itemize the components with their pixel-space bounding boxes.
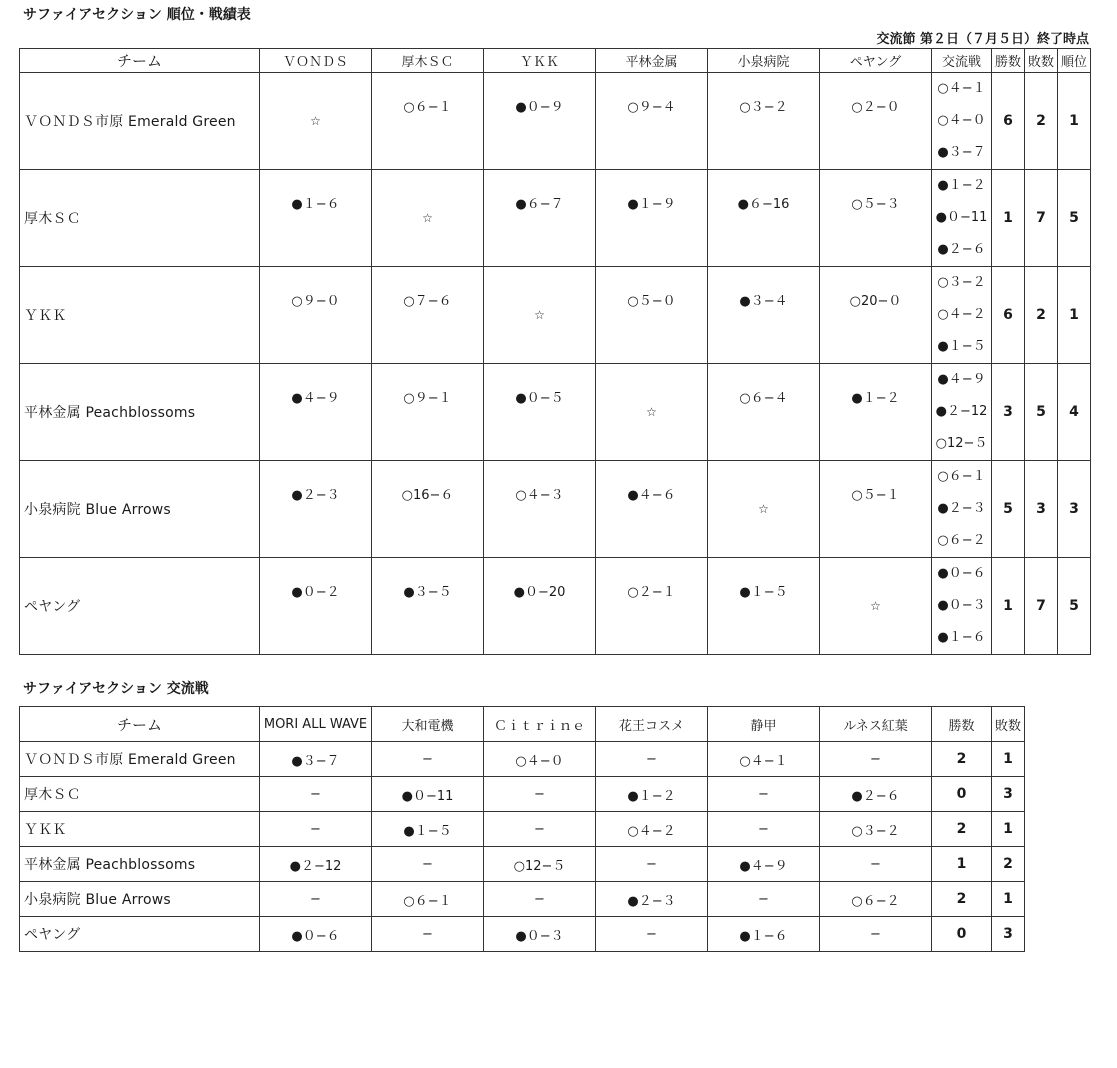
- result-cell: ●０−11: [372, 777, 484, 812]
- result-cell: [708, 267, 820, 364]
- losses-cell: 7: [1025, 558, 1058, 655]
- table-row: [20, 917, 1025, 952]
- interleague-title: サファイアセクション 交流戦: [23, 681, 209, 697]
- interleague-cell: [932, 364, 992, 461]
- result-score: ●１−５: [739, 584, 788, 600]
- result-score: ○５−３: [851, 196, 900, 212]
- result-cell: −: [708, 812, 820, 847]
- result-cell: [820, 170, 932, 267]
- interleague-result: ●０−３: [937, 598, 986, 613]
- result-cell: −: [260, 882, 372, 917]
- result-cell: −: [260, 812, 372, 847]
- losses-cell: 1: [992, 812, 1025, 847]
- result-score: ○５−０: [627, 293, 676, 309]
- result-cell: [484, 267, 596, 364]
- result-cell: −: [596, 917, 708, 952]
- result-cell: ○４−２: [596, 812, 708, 847]
- rank-cell: 4: [1058, 364, 1091, 461]
- header-opponent: 花王コスメ: [596, 707, 708, 742]
- result-cell: −: [484, 777, 596, 812]
- result-score: ○２−０: [851, 99, 900, 115]
- table-row: [20, 73, 1091, 170]
- result-score: ●０−５: [515, 390, 564, 406]
- result-cell: ●２−６: [820, 777, 932, 812]
- wins-cell: 0: [932, 917, 992, 952]
- result-cell: ○６−１: [372, 882, 484, 917]
- result-score: ○７−６: [403, 293, 452, 309]
- result-cell: ●３−７: [260, 742, 372, 777]
- wins-cell: 1: [992, 558, 1025, 655]
- header-interleague: 交流戦: [932, 49, 992, 73]
- interleague-result: ○４−１: [937, 81, 986, 96]
- team-name-cell: ＶＯＮＤＳ市原 Emerald Green: [20, 742, 260, 777]
- result-score: ●１−９: [627, 196, 676, 212]
- team-name-cell: ＹＫＫ: [20, 267, 260, 364]
- losses-cell: 3: [992, 917, 1025, 952]
- standings-timestamp: 交流節 第２日（７月５日）終了時点: [876, 32, 1089, 47]
- interleague-result: ●１−５: [937, 339, 986, 354]
- self-match-star: ☆: [534, 307, 545, 322]
- table-row: [20, 812, 1025, 847]
- result-cell: ○４−１: [708, 742, 820, 777]
- interleague-result: ●３−７: [937, 145, 986, 160]
- result-score: ○５−１: [851, 487, 900, 503]
- result-cell: [260, 558, 372, 655]
- team-name-cell: ＶＯＮＤＳ市原 Emerald Green: [20, 73, 260, 170]
- result-cell: [708, 461, 820, 558]
- interleague-result: ●１−６: [937, 630, 986, 645]
- result-score: ○６−４: [739, 390, 788, 406]
- interleague-result: ○４−２: [937, 307, 986, 322]
- result-cell: −: [708, 777, 820, 812]
- result-cell: [596, 73, 708, 170]
- result-cell: [596, 558, 708, 655]
- result-cell: ●４−９: [708, 847, 820, 882]
- result-score: ○20−０: [849, 293, 902, 309]
- result-cell: −: [708, 882, 820, 917]
- result-cell: ○３−２: [820, 812, 932, 847]
- interleague-cell: [932, 267, 992, 364]
- interleague-result: ○12−５: [935, 436, 988, 451]
- result-score: ●６−16: [737, 196, 790, 212]
- result-cell: [708, 558, 820, 655]
- header-opponent: 平林金属: [596, 49, 708, 73]
- header-opponent: ペヤング: [820, 49, 932, 73]
- result-score: ●０−９: [515, 99, 564, 115]
- result-cell: [820, 364, 932, 461]
- result-cell: ○６−２: [820, 882, 932, 917]
- interleague-cell: [932, 461, 992, 558]
- interleague-header-row: [20, 707, 1025, 742]
- interleague-cell: [932, 558, 992, 655]
- result-score: ●１−２: [851, 390, 900, 406]
- result-cell: [484, 73, 596, 170]
- self-match-star: ☆: [310, 113, 321, 128]
- interleague-result: ●１−２: [937, 178, 986, 193]
- table-row: [20, 170, 1091, 267]
- team-name-cell: 小泉病院 Blue Arrows: [20, 461, 260, 558]
- result-score: ●２−３: [291, 487, 340, 503]
- table-row: [20, 847, 1025, 882]
- header-opponent: ＶＯＮＤＳ: [260, 49, 372, 73]
- interleague-result: ○６−１: [937, 469, 986, 484]
- result-cell: −: [372, 742, 484, 777]
- team-name-cell: ペヤング: [20, 917, 260, 952]
- table-row: [20, 777, 1025, 812]
- result-score: ●６−７: [515, 196, 564, 212]
- self-match-star: ☆: [758, 501, 769, 516]
- header-losses: 敗数: [1025, 49, 1058, 73]
- interleague-result: ○６−２: [937, 533, 986, 548]
- header-team: チーム: [20, 707, 260, 742]
- result-cell: [708, 73, 820, 170]
- header-wins: 勝数: [992, 49, 1025, 73]
- result-cell: [260, 170, 372, 267]
- result-cell: ●２−12: [260, 847, 372, 882]
- result-cell: [372, 73, 484, 170]
- result-cell: ○12−５: [484, 847, 596, 882]
- header-opponent: 静甲: [708, 707, 820, 742]
- table-row: [20, 742, 1025, 777]
- interleague-cell: [932, 170, 992, 267]
- result-cell: −: [596, 742, 708, 777]
- rank-cell: 5: [1058, 170, 1091, 267]
- self-match-star: ☆: [870, 598, 881, 613]
- interleague-result: ●２−６: [937, 242, 986, 257]
- result-cell: [372, 170, 484, 267]
- rank-cell: 3: [1058, 461, 1091, 558]
- result-cell: [260, 461, 372, 558]
- table-row: [20, 364, 1091, 461]
- team-name-cell: 平林金属 Peachblossoms: [20, 364, 260, 461]
- wins-cell: 1: [992, 170, 1025, 267]
- wins-cell: 2: [932, 882, 992, 917]
- result-cell: −: [484, 882, 596, 917]
- result-score: ○３−２: [739, 99, 788, 115]
- standings-table: [19, 48, 1091, 655]
- interleague-table: [19, 706, 1025, 952]
- header-opponent: 厚木ＳＣ: [372, 49, 484, 73]
- result-cell: −: [820, 847, 932, 882]
- result-cell: ●０−６: [260, 917, 372, 952]
- result-cell: [820, 461, 932, 558]
- result-cell: ●１−５: [372, 812, 484, 847]
- result-score: ○16−６: [401, 487, 454, 503]
- table-row: [20, 558, 1091, 655]
- result-score: ●３−４: [739, 293, 788, 309]
- result-cell: [372, 558, 484, 655]
- losses-cell: 3: [1025, 461, 1058, 558]
- result-score: ●３−５: [403, 584, 452, 600]
- result-score: ●０−20: [513, 584, 566, 600]
- result-score: ○６−１: [403, 99, 452, 115]
- team-name-cell: 厚木ＳＣ: [20, 777, 260, 812]
- header-opponent: ルネス紅葉: [820, 707, 932, 742]
- header-rank: 順位: [1058, 49, 1091, 73]
- result-score: ○９−４: [627, 99, 676, 115]
- result-cell: [372, 461, 484, 558]
- losses-cell: 2: [1025, 73, 1058, 170]
- result-score: ○４−３: [515, 487, 564, 503]
- result-cell: [596, 267, 708, 364]
- result-cell: −: [596, 847, 708, 882]
- wins-cell: 1: [932, 847, 992, 882]
- result-score: ○９−０: [291, 293, 340, 309]
- interleague-result: ●０−11: [935, 210, 988, 225]
- rank-cell: 1: [1058, 73, 1091, 170]
- wins-cell: 5: [992, 461, 1025, 558]
- result-cell: [260, 267, 372, 364]
- standings-header-row: [20, 49, 1091, 73]
- result-cell: ●１−６: [708, 917, 820, 952]
- losses-cell: 1: [992, 882, 1025, 917]
- wins-cell: 6: [992, 267, 1025, 364]
- result-score: ●４−９: [291, 390, 340, 406]
- result-cell: [372, 364, 484, 461]
- table-row: [20, 882, 1025, 917]
- interleague-result: ●０−６: [937, 566, 986, 581]
- result-cell: ●２−３: [596, 882, 708, 917]
- result-cell: [708, 364, 820, 461]
- losses-cell: 3: [992, 777, 1025, 812]
- result-score: ○９−１: [403, 390, 452, 406]
- result-cell: [372, 267, 484, 364]
- result-cell: [820, 267, 932, 364]
- wins-cell: 2: [932, 812, 992, 847]
- result-cell: [260, 73, 372, 170]
- interleague-cell: [932, 73, 992, 170]
- result-cell: −: [372, 917, 484, 952]
- header-losses: 敗数: [992, 707, 1025, 742]
- header-opponent: ＹＫＫ: [484, 49, 596, 73]
- losses-cell: 7: [1025, 170, 1058, 267]
- team-name-cell: ＹＫＫ: [20, 812, 260, 847]
- result-cell: −: [820, 742, 932, 777]
- result-score: ○２−１: [627, 584, 676, 600]
- result-cell: −: [820, 917, 932, 952]
- team-name-cell: 平林金属 Peachblossoms: [20, 847, 260, 882]
- standings-title: サファイアセクション 順位・戦績表: [23, 7, 251, 23]
- interleague-result: ●２−12: [935, 404, 988, 419]
- header-opponent: Ｃｉｔｒｉｎｅ: [484, 707, 596, 742]
- interleague-result: ○３−２: [937, 275, 986, 290]
- result-cell: [596, 461, 708, 558]
- team-name-cell: 小泉病院 Blue Arrows: [20, 882, 260, 917]
- self-match-star: ☆: [646, 404, 657, 419]
- interleague-result: ●４−９: [937, 372, 986, 387]
- result-cell: [596, 364, 708, 461]
- result-cell: −: [484, 812, 596, 847]
- table-row: [20, 267, 1091, 364]
- result-cell: [260, 364, 372, 461]
- losses-cell: 1: [992, 742, 1025, 777]
- losses-cell: 2: [1025, 267, 1058, 364]
- self-match-star: ☆: [422, 210, 433, 225]
- result-cell: [484, 461, 596, 558]
- wins-cell: 6: [992, 73, 1025, 170]
- result-score: ●１−６: [291, 196, 340, 212]
- rank-cell: 5: [1058, 558, 1091, 655]
- table-row: [20, 461, 1091, 558]
- team-name-cell: 厚木ＳＣ: [20, 170, 260, 267]
- result-cell: [484, 170, 596, 267]
- result-cell: [484, 364, 596, 461]
- team-name-cell: ペヤング: [20, 558, 260, 655]
- wins-cell: 0: [932, 777, 992, 812]
- result-cell: ○４−０: [484, 742, 596, 777]
- rank-cell: 1: [1058, 267, 1091, 364]
- result-cell: [820, 558, 932, 655]
- result-cell: [820, 73, 932, 170]
- result-cell: [708, 170, 820, 267]
- losses-cell: 5: [1025, 364, 1058, 461]
- result-score: ●０−２: [291, 584, 340, 600]
- result-cell: ●１−２: [596, 777, 708, 812]
- result-score: ●４−６: [627, 487, 676, 503]
- header-team: チーム: [20, 49, 260, 73]
- interleague-result: ○４−０: [937, 113, 986, 128]
- result-cell: −: [260, 777, 372, 812]
- result-cell: [596, 170, 708, 267]
- header-opponent: 小泉病院: [708, 49, 820, 73]
- header-opponent: 大和電機: [372, 707, 484, 742]
- header-opponent: MORI ALL WAVE: [260, 707, 372, 742]
- result-cell: −: [372, 847, 484, 882]
- wins-cell: 2: [932, 742, 992, 777]
- wins-cell: 3: [992, 364, 1025, 461]
- result-cell: [484, 558, 596, 655]
- result-cell: ●０−３: [484, 917, 596, 952]
- interleague-result: ●２−３: [937, 501, 986, 516]
- losses-cell: 2: [992, 847, 1025, 882]
- header-wins: 勝数: [932, 707, 992, 742]
